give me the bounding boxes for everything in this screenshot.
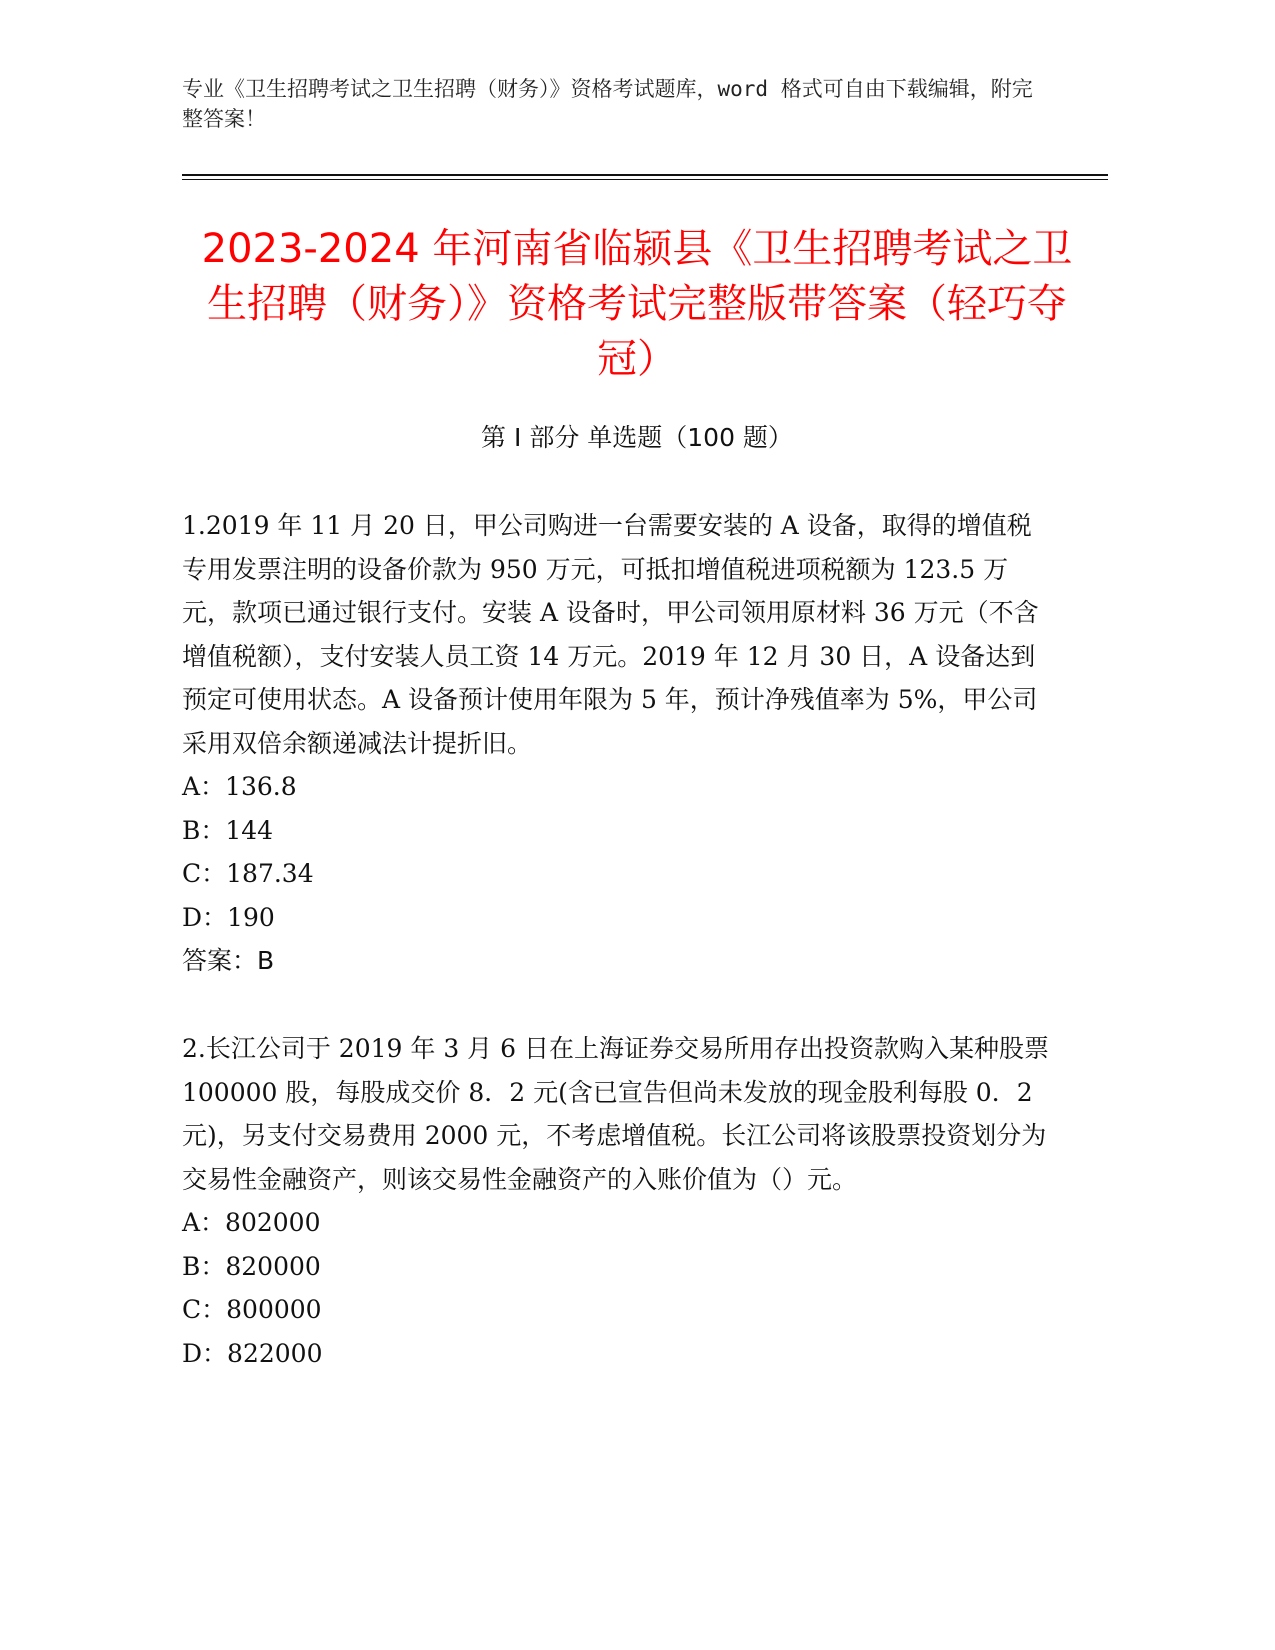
option-a: A：136.8: [182, 772, 297, 801]
header-rule-thick: [182, 174, 1108, 176]
option-d: D：190: [182, 902, 275, 932]
question-2: [182, 1027, 1052, 1375]
option-d: D：822000: [182, 1338, 323, 1368]
question-stem: 2.长江公司于 2019 年 3 月 6 日在上海证券交易所用存出投资款购入某种股票 100000 股，每股成交价 8．2 元(含已宣告但尚未发放的现金股利每股 0．2 元)，另支付交易费用 2000 元，不考虑增值税。长江公司将该股票投资划分为交易性金融资产，则该交易性金融资产的入账价值为（）元。: [182, 1034, 1049, 1194]
header-rule-thin: [182, 179, 1108, 180]
document-title: 2023-2024 年河南省临颍县《卫生招聘考试之卫生招聘（财务）》资格考试完整版带答案（轻巧夺冠）: [201, 226, 1073, 382]
question-stem: 1.2019 年 11 月 20 日，甲公司购进一台需要安装的 A 设备，取得的增值税专用发票注明的设备价款为 950 万元，可抵扣增值税进项税额为 123.5 万元，款项已通过银行支付。安装 A 设备时，甲公司领用原材料 36 万元（不含增值税额），支付安装人员工资 14 万元。2019 年 12 月 30 日，A 设备达到预定可使用状态。A 设备预计使用年限为 5 年，预计净残值率为 5%，甲公司采用双倍余额递减法计提折旧。: [182, 511, 1039, 758]
option-c: C：187.34: [182, 859, 314, 888]
option-b: B：820000: [182, 1251, 321, 1281]
section-title: 第 I 部分 单选题（100 题）: [481, 423, 793, 452]
question-1: [182, 504, 1052, 983]
option-a: A：802000: [182, 1208, 321, 1237]
answer-line: 答案：B: [182, 946, 275, 975]
header-note: 专业《卫生招聘考试之卫生招聘（财务）》资格考试题库，word 格式可自由下载编辑，附完整答案！: [182, 77, 1033, 131]
option-b: B：144: [182, 815, 274, 845]
option-c: C：800000: [182, 1295, 322, 1324]
